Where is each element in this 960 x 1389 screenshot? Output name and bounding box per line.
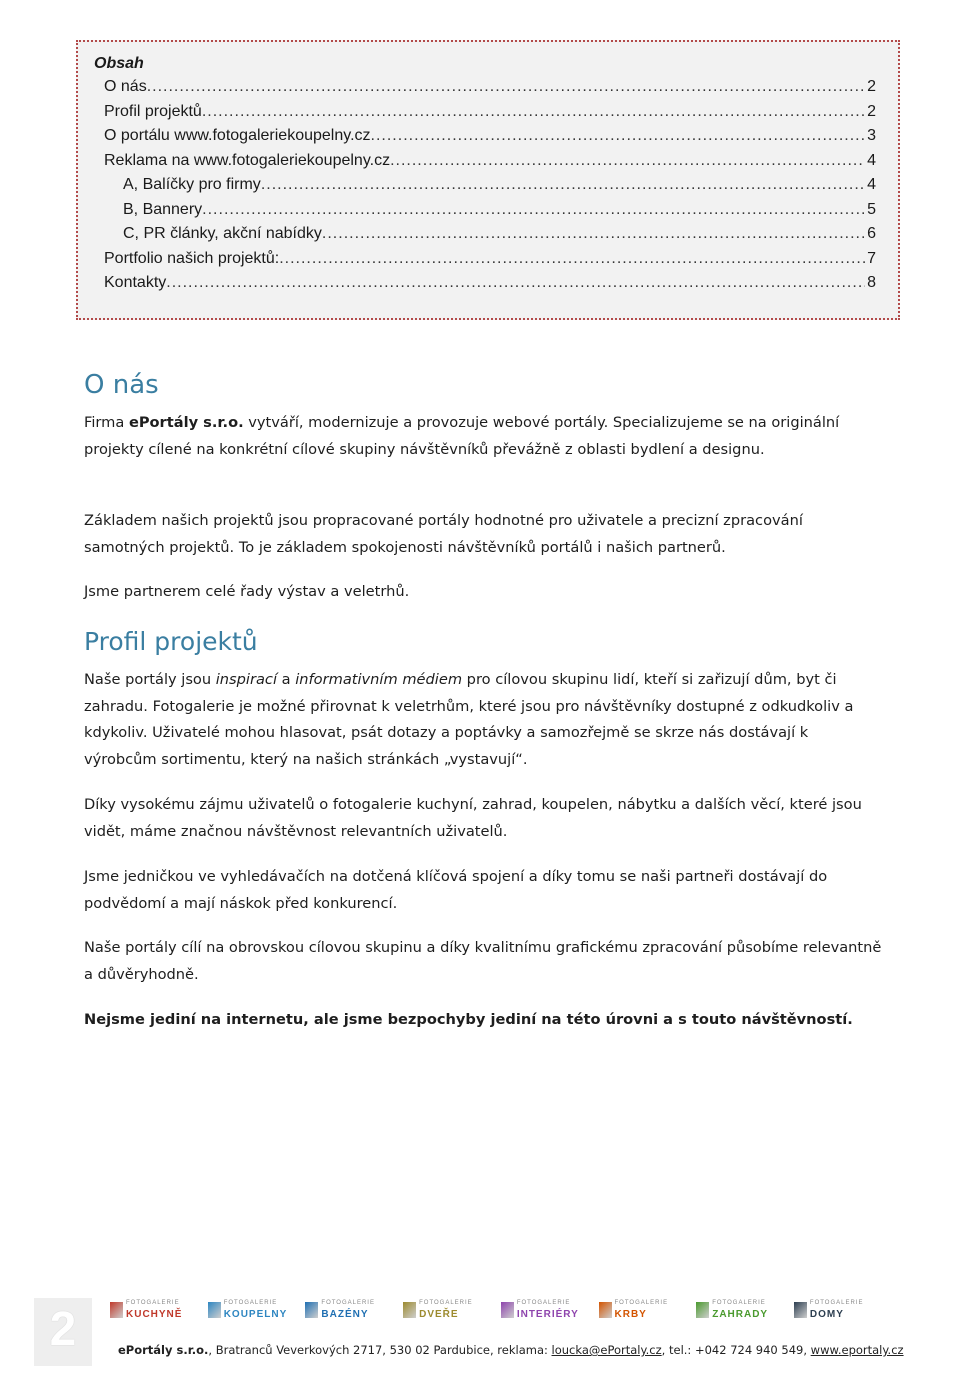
footer-address: , Bratranců Veverkových 2717, 530 02 Pardubice, reklama: — [208, 1343, 552, 1357]
toc-leader-dots — [261, 173, 865, 197]
profil-paragraph-5: Nejsme jediní na internetu, ale jsme bezpochyby jediní na této úrovni a s touto návštěvností. — [84, 1011, 853, 1028]
profil-p1-b: a — [277, 671, 296, 688]
onas-paragraph-1 — [84, 410, 884, 463]
toc-entry[interactable] — [104, 271, 876, 295]
page-number: 2 — [49, 1303, 77, 1356]
logo-top-text: FOTOGALERIE — [419, 1300, 473, 1306]
toc-entry[interactable] — [123, 173, 876, 197]
profil-p1-italic-1: inspirací — [215, 671, 277, 688]
toc-entry-page: 5 — [867, 200, 876, 218]
toc-title: Obsah — [94, 55, 144, 72]
logo-top-text: FOTOGALERIE — [516, 1300, 571, 1306]
logo-mark-icon — [403, 1302, 416, 1318]
toc-leader-dots — [166, 271, 865, 295]
toc-entry-page: 7 — [867, 249, 876, 267]
partner-logo — [110, 1300, 206, 1322]
logo-top-text: FOTOGALERIE — [223, 1300, 278, 1306]
profil-p1-italic-2: informativním médiem — [295, 671, 463, 688]
profil-paragraph-3: Jsme jedničkou ve vyhledávačích na dotčená klíčová spojení a díky tomu se naši partneři dostávají do podvědomí a mají náskok před konkurencí. — [84, 868, 828, 912]
footer-phone: , tel.: +042 724 940 549, — [661, 1343, 811, 1357]
toc-entry-page: 8 — [867, 274, 876, 291]
toc-leader-dots — [202, 198, 865, 222]
toc-leader-dots — [202, 100, 865, 124]
toc-leader-dots — [390, 149, 865, 173]
toc-entry[interactable] — [104, 75, 876, 99]
toc-entry-label: B, Bannery — [123, 200, 203, 218]
onas-p1-rest: vytváří, modernizuje a provozuje webové portály. Specializujeme se na originální projekty cílené na konkrétní cílové skupiny návštěvníků převážně z oblasti bydlení a designu. — [84, 414, 840, 458]
profil-paragraph-2: Díky vysokému zájmu uživatelů o fotogalerie kuchyní, zahrad, koupelen, nábytku a dalších věcí, které jsou vidět, máme značnou návštěvnost relevantních uživatelů. — [84, 796, 862, 840]
logo-mark-icon — [110, 1302, 123, 1318]
footer-company: ePortály s.r.o. — [118, 1343, 209, 1357]
page-number-box — [34, 1298, 92, 1366]
toc-leader-dots — [279, 247, 865, 271]
partner-logo — [208, 1300, 304, 1322]
toc-entry-label: A, Balíčky pro firmy — [123, 176, 261, 193]
toc-entry-label: C, PR články, akční nabídky — [123, 225, 322, 242]
toc-leader-dots — [371, 124, 866, 148]
company-name-bold: ePortály s.r.o. — [128, 414, 244, 431]
profil-p1-c: pro cílovou skupinu lidí, kteří si zařizují dům, byt či zahradu. Fotogalerie je možné přirovnat k veletrhům, které jsou pro návštěvníky dostupné z odkudkoliv a kdykoliv. Uživatelé mohou hlasovat, psát dotazy a poptávky a samozřejmě se skrze nás dostávají k výrobcům sortimentu, který na našich stránkách „vystavují“. — [84, 671, 854, 768]
logo-top-text: FOTOGALERIE — [614, 1300, 669, 1306]
toc-entry-page: 2 — [867, 78, 876, 95]
logo-top-text: FOTOGALERIE — [809, 1300, 864, 1306]
logo-name: INTERIÉRY — [516, 1309, 579, 1320]
footer-web-link[interactable]: www.eportaly.cz — [810, 1343, 904, 1357]
logo-name: KOUPELNY — [223, 1309, 288, 1320]
logo-mark-icon — [305, 1302, 318, 1318]
logo-mark-icon — [599, 1302, 612, 1318]
partner-logo — [305, 1300, 401, 1322]
toc-entry[interactable] — [104, 247, 876, 271]
partner-logo — [403, 1300, 499, 1322]
logo-name: DOMY — [809, 1309, 844, 1320]
footer-email-link[interactable]: loucka@ePortaly.cz — [551, 1343, 662, 1357]
toc-leader-dots — [322, 222, 865, 246]
logo-name: BAZÉNY — [321, 1309, 369, 1320]
logo-name: KUCHYNĚ — [126, 1309, 183, 1320]
logo-name: KRBY — [614, 1309, 647, 1320]
partner-logo — [794, 1300, 890, 1322]
onas-p1-prefix: Firma — [84, 414, 129, 431]
logo-mark-icon — [696, 1302, 709, 1318]
partner-logos — [110, 1300, 890, 1322]
footer-contact — [118, 1343, 904, 1357]
logo-top-text: FOTOGALERIE — [712, 1300, 766, 1306]
profil-paragraph-4: Naše portály cílí na obrovskou cílovou skupinu a díky kvalitnímu grafickému zpracování působíme relevantně a důvěryhodně. — [84, 939, 882, 983]
onas-paragraph-3: Jsme partnerem celé řady výstav a veletrhů. — [84, 583, 410, 600]
logo-mark-icon — [501, 1302, 514, 1318]
logo-name: DVEŘE — [419, 1309, 459, 1320]
logo-mark-icon — [794, 1302, 807, 1318]
toc-entry-page: 4 — [867, 176, 876, 193]
toc-entry-label: Profil projektů — [104, 102, 202, 120]
profil-p1-a: Naše portály jsou — [84, 671, 216, 688]
onas-paragraph-2: Základem našich projektů jsou propracované portály hodnotné pro uživatele a precizní zpracování samotných projektů. To je základem spokojenosti návštěvníků portálů i našich partnerů. — [84, 512, 803, 556]
logo-name: ZAHRADY — [712, 1309, 769, 1320]
toc-entry[interactable] — [104, 149, 876, 173]
toc-entry-label: Kontakty — [104, 274, 167, 291]
toc-entry-page: 4 — [867, 151, 876, 169]
partner-logo — [696, 1300, 792, 1322]
toc-entry-page: 3 — [867, 127, 876, 144]
page-footer — [0, 1280, 960, 1389]
table-of-contents — [76, 40, 900, 320]
toc-entry[interactable] — [123, 198, 876, 222]
partner-logo — [599, 1300, 695, 1322]
heading-o-nas: O nás — [84, 370, 159, 400]
toc-entry-label: Portfolio našich projektů: — [104, 249, 280, 267]
toc-entry[interactable] — [123, 222, 876, 246]
logo-top-text: FOTOGALERIE — [321, 1300, 375, 1306]
toc-entry-label: O nás — [104, 78, 147, 95]
toc-entry-page: 6 — [867, 225, 876, 242]
logo-top-text: FOTOGALERIE — [126, 1300, 180, 1306]
toc-entry-page: 2 — [867, 102, 876, 120]
logo-mark-icon — [208, 1302, 221, 1318]
toc-entry[interactable] — [104, 100, 876, 124]
heading-profil-projektu: Profil projektů — [84, 627, 258, 656]
toc-entry-label: Reklama na www.fotogaleriekoupelny.cz — [104, 151, 391, 169]
profil-paragraph-1 — [84, 667, 884, 773]
toc-entry-label: O portálu www.fotogaleriekoupelny.cz — [104, 127, 371, 144]
toc-leader-dots — [147, 75, 865, 99]
toc-entry[interactable] — [104, 124, 876, 148]
partner-logo — [501, 1300, 597, 1322]
